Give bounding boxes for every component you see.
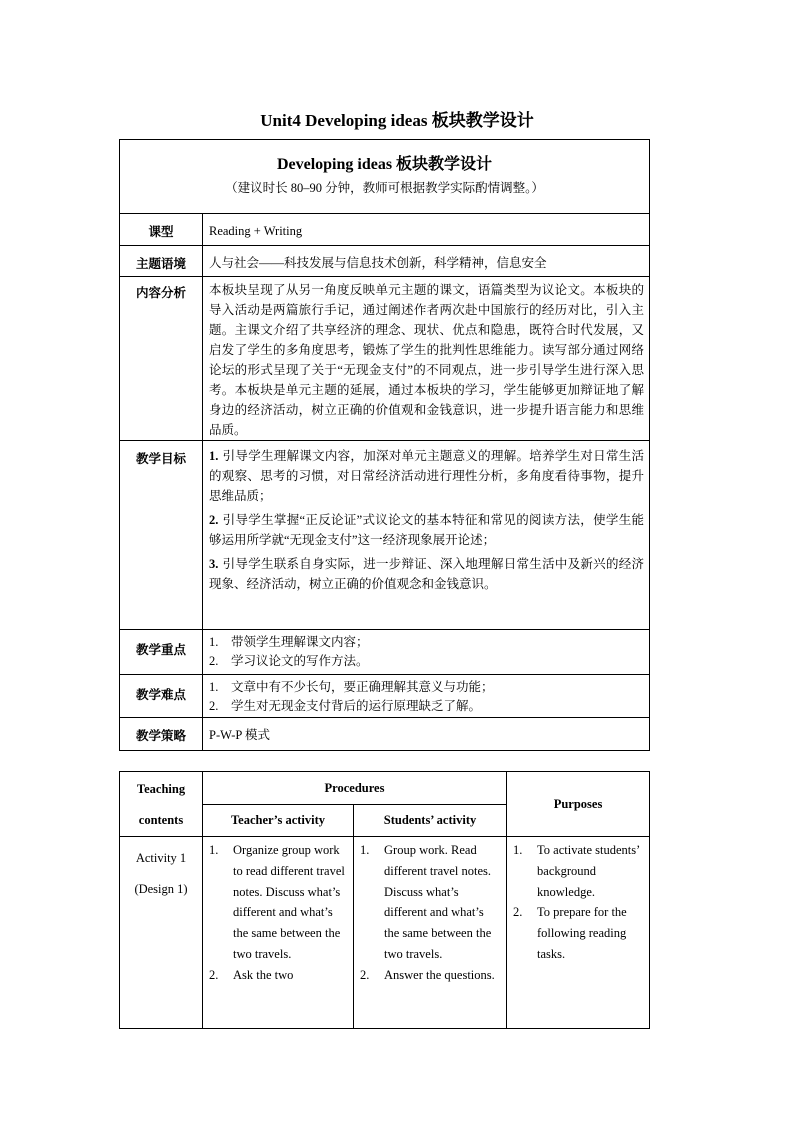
key-points-value: [203, 630, 650, 675]
content-analysis-value: 本板块呈现了从另一角度反映单元主题的课文，语篇类型为议论文。本板块的导入活动是两篇旅行手记，通过阐述作者两次赴中国旅行的经历对比，引入主题。主课文介绍了共享经济的理念、现状、优点和隐患，既符合时代发展，又启发了学生的多角度思考，锻炼了学生的批判性思维能力。读写部分通过网络论坛的形式呈现了关于“无现金支付”的不同观点，进一步引导学生进行深入思考。本板块是单元主题的延展，通过本板块的学习，学生能够更加辩证地了解身边的经济活动，树立正确的价值观和金钱意识，进一步提升语言能力和思维品质。: [203, 277, 650, 441]
plan-header-cell: [120, 140, 650, 214]
plan-duration-note: （建议时长 80–90 分钟，教师可根据教学实际酌情调整。）: [225, 181, 544, 195]
document-title: Unit4 Developing ideas 板块教学设计: [260, 111, 534, 130]
theme-value: 人与社会——科技发展与信息技术创新，科学精神，信息安全: [203, 246, 650, 277]
students-activity-header: Students’ activity: [354, 805, 507, 837]
activity-cell: [120, 837, 203, 1029]
students-activity-item: 1. Group work. Read different travel notes. Discuss what’s different and what’s the same between the two travels.: [360, 843, 492, 961]
content-analysis-label: 内容分析: [120, 277, 203, 441]
students-activity-item: 2. Answer the questions.: [360, 967, 495, 982]
key-point-item: 1. 带领学生理解课文内容；: [209, 635, 369, 649]
activity-name: Activity 1: [135, 851, 187, 865]
purpose-item: 1. To activate students’ background knowledge.: [513, 843, 640, 899]
difficulties-value: [203, 675, 650, 718]
goal-item: 2. 引导学生掌握“正反论证”式议论文的基本特征和常见的阅读方法，使学生能够运用所学就“无现金支付”这一经济现象展开论述；: [209, 513, 645, 547]
students-activity-cell: [354, 837, 507, 1029]
theme-label: 主题语境: [120, 246, 203, 277]
goal-item: 3. 引导学生联系自身实际，进一步辩证、深入地理解日常生活中及新兴的经济现象、经济活动，树立正确的价值观念和金钱意识。: [209, 557, 645, 591]
procedures-table: [119, 771, 650, 1029]
course-type-value: Reading + Writing: [203, 214, 650, 246]
key-points-label: 教学重点: [120, 630, 203, 675]
teacher-activity-item: 2. Ask the two: [209, 967, 294, 982]
key-point-item: 2. 学习议论文的写作方法。: [209, 654, 369, 668]
difficulties-label: 教学难点: [120, 675, 203, 718]
difficulty-item: 2. 学生对无现金支付背后的运行原理缺乏了解。: [209, 699, 482, 713]
procedures-header: Procedures: [203, 772, 507, 805]
plan-title: Developing ideas 板块教学设计: [276, 156, 493, 173]
goal-item: 1. 引导学生理解课文内容，加深对单元主题意义的理解。培养学生对日常生活的观察、思考的习惯，对日常经济活动进行理性分析，多角度看待事物，提升思维品质；: [209, 449, 645, 503]
teacher-activity-cell: [203, 837, 354, 1029]
activity-design: (Design 1): [134, 882, 188, 896]
lesson-plan-table: [119, 139, 650, 751]
teaching-contents-header: Teaching contents: [120, 772, 203, 837]
purpose-item: 2. To prepare for the following reading tasks.: [513, 905, 627, 961]
difficulty-item: 1. 文章中有不少长句，要正确理解其意义与功能；: [209, 680, 494, 694]
purposes-cell: [507, 837, 650, 1029]
strategy-label: 教学策略: [120, 718, 203, 751]
course-type-label: 课型: [120, 214, 203, 246]
teacher-activity-item: 1. Organize group work to read different travel notes. Discuss what’s different and what’s the same between the two travels.: [209, 843, 345, 961]
teacher-activity-header: Teacher’s activity: [203, 805, 354, 837]
purposes-header: Purposes: [507, 772, 650, 837]
strategy-value: P-W-P 模式: [203, 718, 650, 751]
goals-label: 教学目标: [120, 441, 203, 630]
goals-value: [203, 441, 650, 630]
